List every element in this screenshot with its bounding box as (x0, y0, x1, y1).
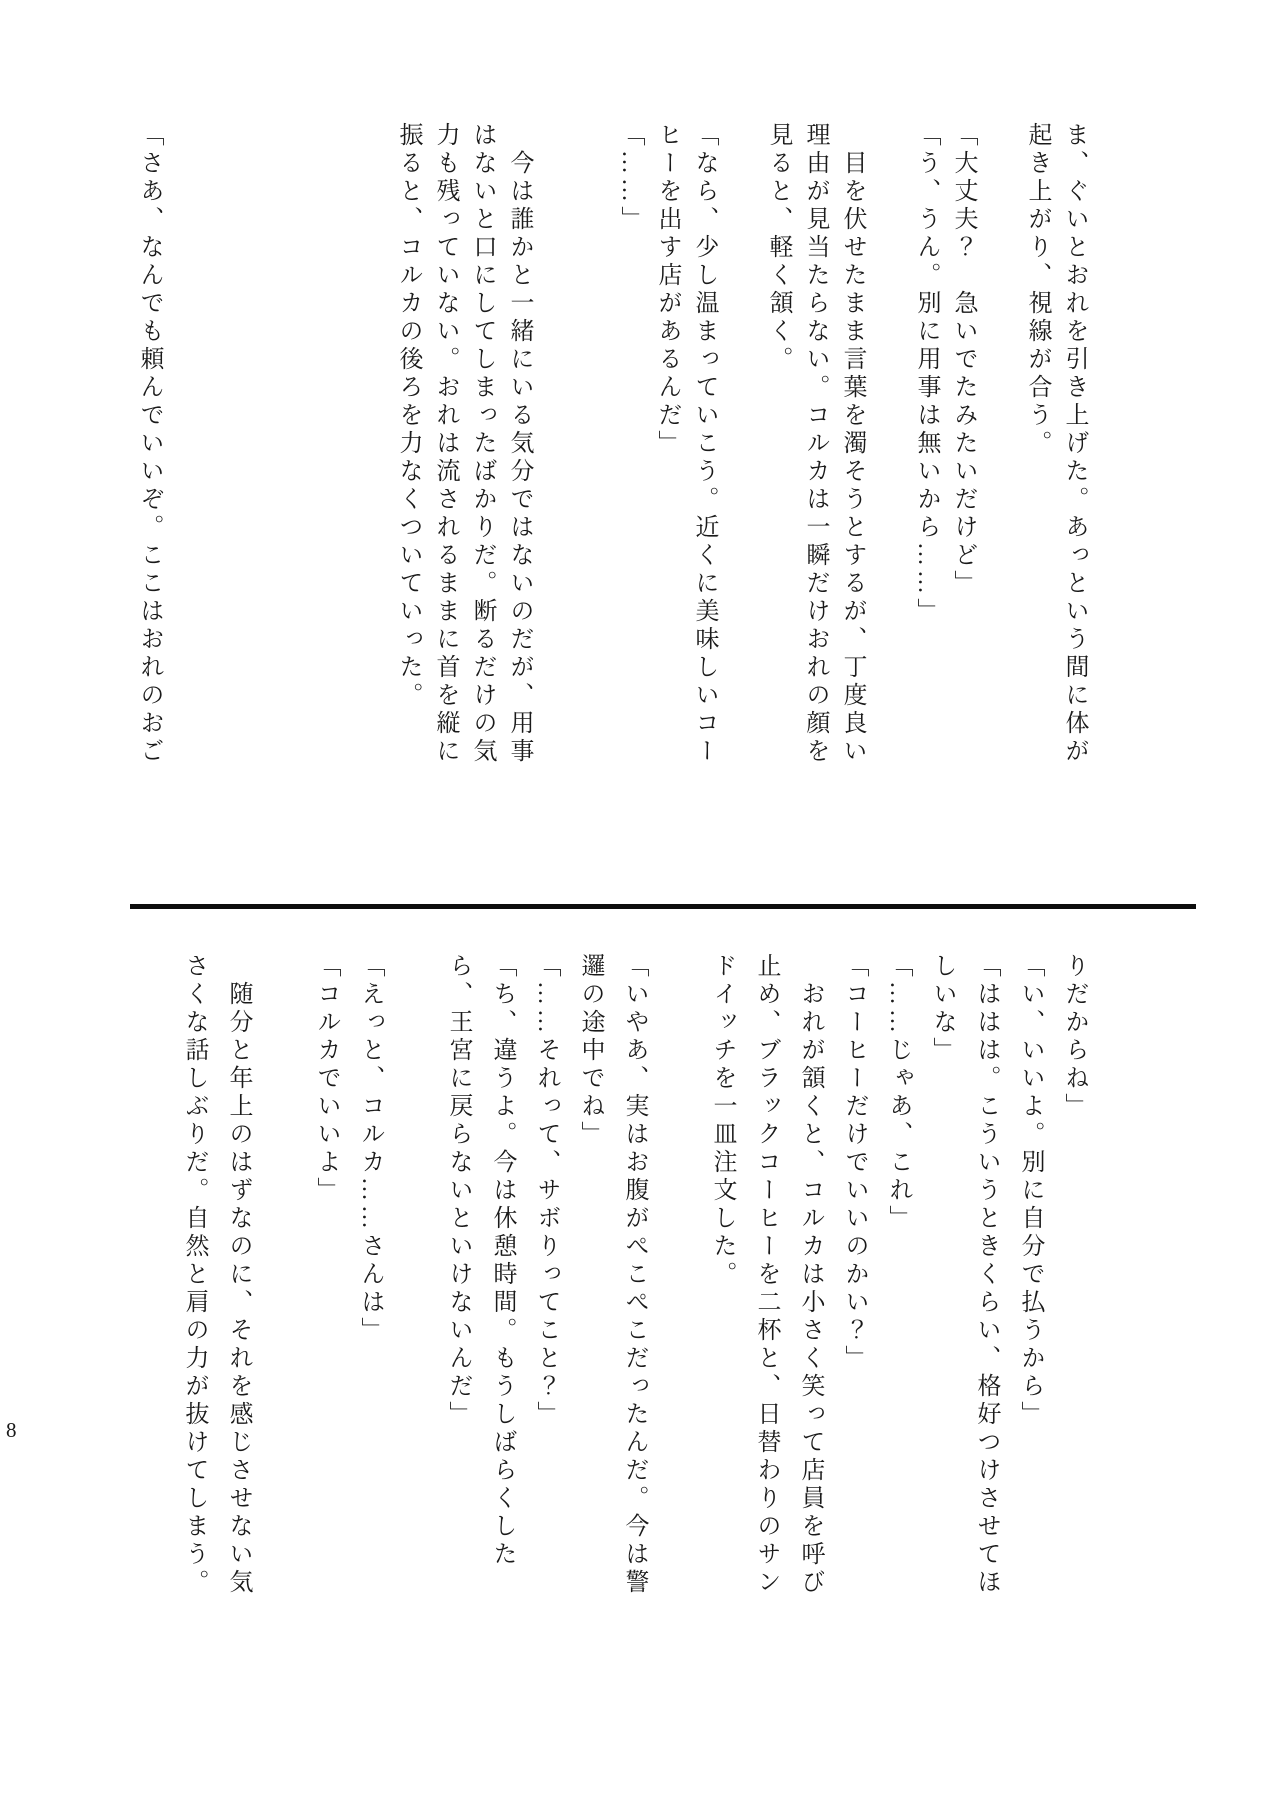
text-line: はないと口にしてしまったばかりだ。断るだけの気 (469, 122, 495, 766)
text-line: 「いやあ、実はお腹がぺこぺこだったんだ。今は警 (621, 953, 647, 1597)
text-line (656, 953, 700, 1613)
text-line: 「えっと、コルカ……さんは」 (357, 953, 383, 1345)
text-line: おれが頷くと、コルカは小さく笑って店員を呼び (797, 953, 823, 1597)
text-line: 「ははは。こういうときくらい、格好つけさせてほ (973, 953, 999, 1597)
text-line (722, 122, 759, 782)
text-line: しいな」 (929, 953, 955, 1065)
text-line (392, 953, 436, 1613)
text-line: 止め、ブラックコーヒーを二杯と、日替わりのサン (753, 953, 779, 1597)
text-line (870, 122, 907, 782)
section-divider (130, 904, 1196, 909)
text-line (352, 122, 389, 782)
text-line: 起き上がり、視線が合う。 (1024, 122, 1050, 458)
page-number: 8 (6, 1418, 17, 1442)
text-line (574, 122, 611, 782)
text-line: 目を伏せたまま言葉を濁そうとするが、丁度良い (839, 122, 865, 766)
text-line: 随分と年上のはずなのに、それを感じさせない気 (225, 953, 251, 1597)
text-line (241, 122, 278, 782)
text-line: 力も残っていない。おれは流されるままに首を縦に (432, 122, 458, 766)
text-line: 「……じゃあ、これ」 (885, 953, 911, 1233)
text-line: ら、王宮に戻らないといけないんだ」 (445, 953, 471, 1429)
text-line (315, 122, 352, 782)
text-line: 「……」 (617, 122, 643, 234)
text-line: 「大丈夫？ 急いでたみたいだけど」 (950, 122, 976, 598)
text-line: 振ると、コルカの後ろを力なくついていった。 (395, 122, 421, 710)
text-line: ま、ぐいとおれを引き上げた。あっという間に体が (1061, 122, 1087, 766)
text-line: 「ち、違うよ。今は休憩時間。もうしばらくした (489, 953, 515, 1569)
text-line: ドイッチを一皿注文した。 (709, 953, 735, 1289)
text-line: 「コーヒーだけでいいのかい？」 (841, 953, 867, 1373)
text-line: 「さあ、なんでも頼んでいいぞ。ここはおれのおご (136, 122, 162, 766)
text-line: 見ると、軽く頷く。 (765, 122, 791, 374)
text-line (167, 122, 204, 782)
text-line: 理由が見当たらない。コルカは一瞬だけおれの顔を (802, 122, 828, 766)
text-line: 邏の途中でね」 (577, 953, 603, 1149)
text-line (204, 122, 241, 782)
text-line (278, 122, 315, 782)
text-line: りだからね」 (1061, 953, 1087, 1121)
text-line (981, 122, 1018, 782)
text-line (537, 122, 574, 782)
top-half-text-block (130, 122, 1092, 782)
text-line: 「コルカでいいよ」 (313, 953, 339, 1205)
text-line: 今は誰かと一緒にいる気分ではないのだが、用事 (506, 122, 532, 766)
text-line: さくな話しぶりだ。自然と肩の力が抜けてしまう。 (181, 953, 207, 1597)
text-line: 「う、うん。別に用事は無いから……」 (913, 122, 939, 626)
bottom-half-text-block (172, 953, 1096, 1613)
text-line: 「……それって、サボりってこと？」 (533, 953, 559, 1429)
text-line: 「い、いいよ。別に自分で払うから」 (1017, 953, 1043, 1429)
text-line (260, 953, 304, 1613)
text-line: ヒーを出す店があるんだ」 (654, 122, 680, 458)
text-line: 「なら、少し温まっていこう。近くに美味しいコー (691, 122, 717, 766)
